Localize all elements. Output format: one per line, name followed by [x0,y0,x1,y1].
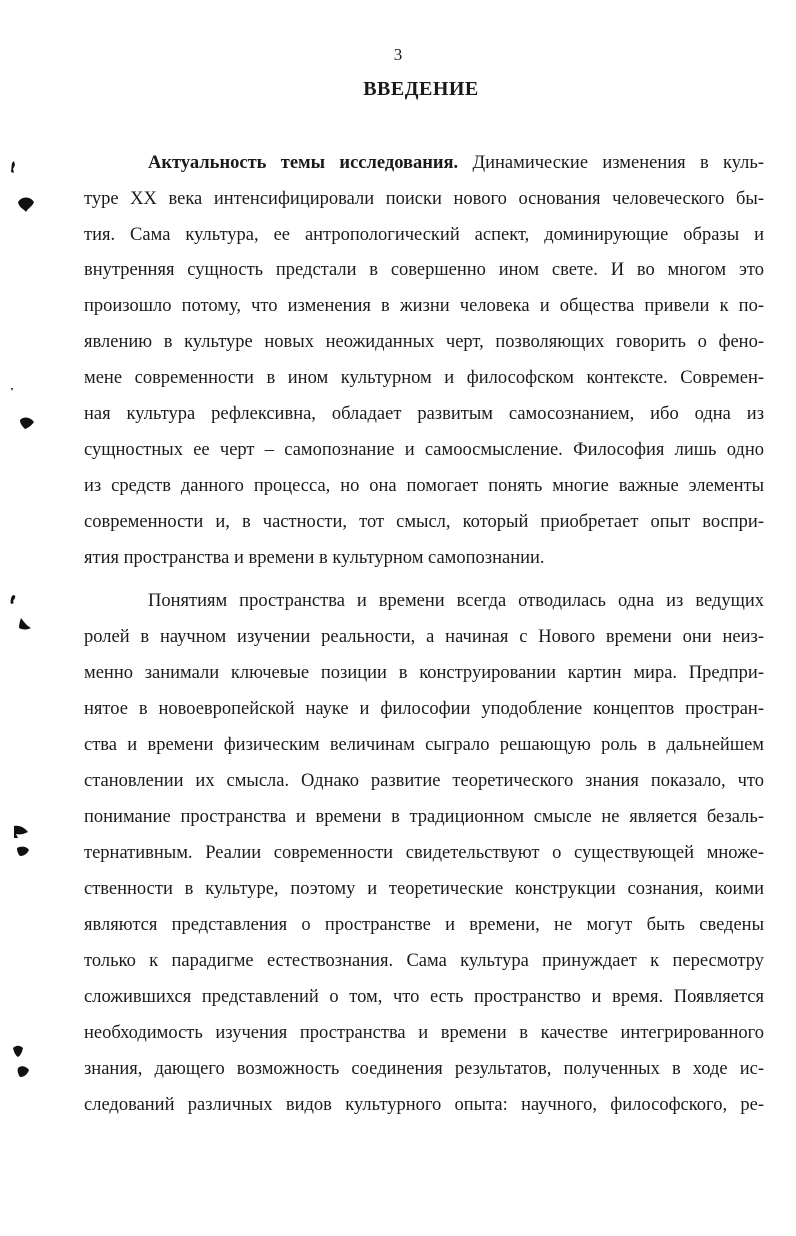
text-line: менно занимали ключевые позиции в конструировании картин мира. Предпри- [84,663,764,683]
scan-margin-marks [0,0,60,1236]
text-line: современности и, в частности, тот смысл, который приобретает опыт воспри- [84,512,764,532]
text-line: ролей в научном изучении реальности, а начиная с Нового времени они неиз- [84,627,764,647]
scan-mark-icon [20,418,34,429]
text-line: мене современности в ином культурном и философском контексте. Современ- [84,368,764,388]
scan-mark-icon [19,618,31,630]
text-line: ственности в культуре, поэтому и теоретические конструкции сознания, коими [84,879,764,899]
scan-mark-icon [13,1046,23,1057]
text-line: Понятиям пространства и времени всегда отводилась одна из ведущих [148,591,764,611]
scan-mark-icon [11,161,15,173]
scan-mark-icon [14,826,28,838]
text-line: становлении их смысла. Однако развитие теоретического знания показало, что [84,771,764,791]
text-line: ства и времени физическим величинам сыграло решающую роль в дальнейшем [84,735,764,755]
text-line: понимание пространства и времени в традиционном смысле не является безаль- [84,807,764,827]
page-number: 3 [393,45,403,64]
text-line: являются представления о пространстве и времени, не могут быть сведены [84,915,764,935]
text-line: из средств данного процесса, но она помогает понять многие важные элементы [84,476,764,496]
text-line: нятое в новоевропейской науке и философии уподобление концептов простран- [84,699,764,719]
text-line: знания, дающего возможность соединения результатов, полученных в ходе ис- [84,1059,764,1079]
text-line: туре XX века интенсифицировали поиски нового основания человеческого бы- [84,189,764,209]
text-line: явлению в культуре новых неожиданных черт, позволяющих говорить о фено- [84,332,764,352]
text-line: ятия пространства и времени в культурном самопознании. [84,548,545,568]
text-line: тия. Сама культура, ее антропологический аспект, доминирующие образы и [84,225,764,245]
text-line: сложившихся представлений о том, что есть пространство и время. Появляется [84,987,764,1007]
text-line: только к парадигме естествознания. Сама культура принуждает к пересмотру [84,951,764,971]
scan-mark-icon [11,388,13,391]
text-line: необходимость изучения пространства и времени в качестве интегрированного [84,1023,764,1043]
text-line: следований различных видов культурного опыта: научного, философского, ре- [84,1095,764,1115]
page-title: ВВЕДЕНИЕ [363,78,479,100]
text-line-rest: Динамические изменения в куль- [458,153,764,173]
bold-lead: Актуальность темы исследования. [148,153,459,173]
text-line: тернативным. Реалии современности свидетельствуют о существующей множе- [84,843,764,863]
scan-mark-icon [18,1066,29,1077]
text-line: ная культура рефлексивна, обладает развитым самосознанием, ибо одна из [84,404,764,424]
text-line [148,146,764,180]
text-line: внутренняя сущность предстали в совершенно ином свете. И во многом это [84,260,764,280]
scan-mark-icon [11,595,16,604]
scan-mark-icon [18,198,34,213]
scan-mark-icon [17,847,29,856]
text-line: сущностных ее черт – самопознание и самоосмысление. Философия лишь одно [84,440,764,460]
text-line: произошло потому, что изменения в жизни человека и общества привели к по- [84,296,764,316]
